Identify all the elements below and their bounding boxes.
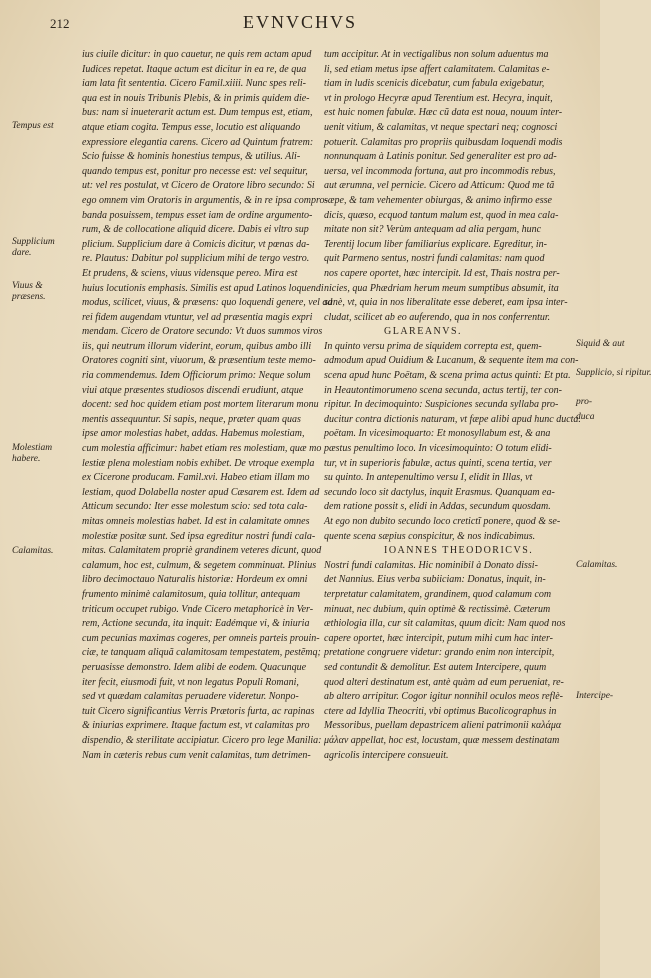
text-line: vt in prologo Hecyræ apud Terentium est. Hecyra, inquit, xyxy=(324,92,553,104)
text-line: nonnunquam à Latinis ponitur. Sed generaliter est pro ad- xyxy=(324,151,557,163)
text-line: su quinto. In antepenultimo versu I, elidit in Illas, vt xyxy=(324,472,533,484)
text-line: aut ærumna, vel pernicie. Cicero ad Atticum: Quod me tã xyxy=(324,180,555,192)
text-line: triticum occupet rubigo. Vnde Cicero metaphoricè in Ver- xyxy=(82,603,314,615)
text-line: Nam in cæteris rebus cum venit calamitas, tum detrimen- xyxy=(82,749,311,761)
margin-note-molestiam: Molestiam habere. xyxy=(12,443,53,464)
text-line: mitate non sit? Verùm antequam ad alia pergam, hunc xyxy=(324,224,542,236)
text-line: ius ciuile dicitur: in quo cauetur, ne quis rem actam apud xyxy=(82,49,312,60)
text-line: libro decimoctauo Naturalis historiæ: Hordeum ex omni xyxy=(82,574,308,586)
text-line: μάλαν appellat, hoc est, locustam, quæ messem destinatam xyxy=(324,734,560,746)
text-line: frumento minimè calamitosum, quia tollitur, antequam xyxy=(82,588,301,600)
text-line: cludat, scilicet ab eo auferendo, qua in nos conferrentur. xyxy=(324,311,551,323)
margin-note-viuus: Viuus & præsens. xyxy=(12,281,46,302)
margin-note-pro: pro- xyxy=(576,397,593,407)
text-line: atque etiam cogita. Tempus esse, locutio est aliquando xyxy=(82,121,301,133)
text-line: rem, Actione secunda, ita inquit: Eadémque vi, & iniuria xyxy=(82,618,310,630)
text-line: rum, & de collocatione aliquid dicere. Dabis ei vltro sup xyxy=(82,224,309,236)
text-line: tum accipitur. At in vectigalibus non solum aduentus ma xyxy=(324,49,549,60)
text-line: qua est in nouis Tribunis Plebis, & in primis quidem die- xyxy=(82,92,310,104)
text-line: minuat, nec dubium, quin optimè & rectissimè. Cæterum xyxy=(324,603,551,615)
text-line: lestiam, quod Dolabella noster apud Cæsarem est. Idem ad xyxy=(82,486,320,498)
page-header xyxy=(0,12,600,36)
commentator-heading: GLAREANVS. xyxy=(384,326,463,338)
text-line: scena apud hunc Poëtam, & scena prima actus quinti: Et pta. xyxy=(324,370,571,382)
text-line: quente scena sæpius conspicitur, & nos indicabimus. xyxy=(324,530,536,542)
text-line: est huic nomen fabulæ. Hæc cũ data est noua, nouum inter- xyxy=(324,107,563,119)
text-line: Iudices repetat. Itaque actum est dicitur in ea re, de qua xyxy=(82,63,307,75)
margin-note-calamitas-right: Calamitas. xyxy=(576,560,618,570)
text-line: Nostri fundi calamitas. Hic nominibil à Donato dissi- xyxy=(324,559,538,571)
text-line: expressiore elegantia carens. Cicero ad Quintum fratrem: xyxy=(82,136,314,148)
text-line: quod alteri destinatum est, antè quàm ad eum perueniat, re- xyxy=(324,676,564,688)
text-line: tuit Cicero significantius Verris Prætoris furta, ac rapinas xyxy=(82,705,315,717)
text-line: ex Cicerone producam. Famil.xvi. Habeo etiam illam mo xyxy=(82,472,310,484)
text-line: plicium. Supplicium dare à Comicis dicitur, vt pœnas da- xyxy=(82,238,310,250)
text-line: tiam in ludis scenicis dicebatur, cum fabula exigebatur, xyxy=(324,78,545,90)
text-line: quit Parmeno sentus, nostri fundi calamitas: nam quod xyxy=(324,253,545,265)
text-line: molestiæ positæ sunt. Sed ipsa egreditur nostri fundi cala- xyxy=(82,530,316,542)
text-line: mitas omneis molestias habet. Id est in calamitate omnes xyxy=(82,516,310,527)
text-line: Oratores cogniti sint, viuorum, & præsentium teste memo- xyxy=(82,355,316,367)
text-line: banda posuissem, tempus esset iam de ordine argumento- xyxy=(82,209,313,221)
text-line: nicies, qua Phædriam herum meum sumptibus absumit, ita xyxy=(324,282,559,294)
text-line: ducitur contra dictionis naturam, vt fæpe alibi apud hunc ducta. xyxy=(324,413,581,425)
text-line: mitas. Calamitatem propriè grandinem veteres dicunt, quod xyxy=(82,545,322,557)
text-line: lestiæ plena molestiam nobis exhibet. De vtroque exempla xyxy=(82,457,315,469)
margin-note-duca: duca xyxy=(576,412,595,422)
text-line: iam lata fit sententia. Cicero Famil.xiiii. Nunc spes reli- xyxy=(82,78,306,90)
text-line: iis, qui neutrum illorum viderint, eorum, quibus ambo illi xyxy=(82,340,312,352)
text-line: sæpe, & tam vehementer obiurgas, & animo infirmo esse xyxy=(324,194,552,206)
text-line: dem ratione possit s, elidi in Addas, secundum quosdam. xyxy=(324,501,551,513)
text-line: ab altero arripitur. Cogor igitur nonnihil oculos meos reflè- xyxy=(324,691,563,703)
text-line: rei fidem augendam vtuntur, vel ad præsentia magis expri xyxy=(82,311,313,323)
text-line: agricolis intercipere consueuit. xyxy=(324,749,449,761)
commentator-heading: IOANNES THEODORICVS. xyxy=(384,545,534,557)
text-line: iter fecit, eiusmodi fuit, vt non legatus Populi Romani, xyxy=(82,676,299,688)
text-line: dispendio, & sterilitate accipiatur. Cicero pro lege Manilia: xyxy=(82,734,322,746)
text-line: mentis assequuntur. Si sapis, neque, præter quam quas xyxy=(82,413,301,425)
text-line: terpretatur calamitatem, grandinem, quod calamum com xyxy=(324,588,552,600)
margin-note-tempus: Tempus est xyxy=(12,121,54,131)
margin-note-supplicio: Supplicio, si ripitur. xyxy=(576,368,651,378)
text-line: dicis, quæso, ecquod tantum malum est, quod in mea cala- xyxy=(324,209,559,221)
text-line: capere oportet, hæc intercipit, putum mihi cum hac inter- xyxy=(324,632,554,644)
text-line: uenit vitium, & calamitas, vt neque spectari neq; cognosci xyxy=(324,121,558,133)
left-text-column xyxy=(82,48,333,763)
text-line: ripitur. In decimoquinto: Suspiciones secunda syllaba pro- xyxy=(324,399,559,411)
running-title: EVNVCHVS xyxy=(242,12,357,32)
margin-note-supplicium: Supplicium dare. xyxy=(12,237,55,258)
text-line: cum pecunias maximas cogeres, per omneis parteis prouin- xyxy=(82,632,320,644)
text-line: docent: sed hoc quidem etiam post mortem literarum monu xyxy=(82,399,319,411)
text-line: nos capere oportet, hæc intercipit. Id est, Thais nostra per- xyxy=(324,267,560,279)
text-line: peruasisse demonstro. Idem alibi de eodem. Quacunque xyxy=(82,661,307,673)
text-line: re. Plautus: Dabitur pol supplicium mihi de tergo vestro. xyxy=(82,253,310,265)
text-line: poëtam. In vicesimoquarto: Et monosyllabum est, & ana xyxy=(324,428,551,440)
text-line: ciæ, te tanquam aliquã calamitosam tempestatem, pestẽmq; xyxy=(82,647,321,659)
text-line: ctere ad Idyllia Theocriti, vbi optimus Bucolicographus in xyxy=(324,705,557,717)
text-line: æthiologia illa, cur sit calamitas, quum dicit: Nam quod nos xyxy=(324,618,566,630)
text-line: & iniurias exprimere. Itaque factum est, vt calamitas pro xyxy=(82,720,310,732)
text-line: in Heautontimorumeno scena secunda, actus tertij, ter con- xyxy=(324,384,563,396)
text-line: det Nannius. Eius verba subiiciam: Donatus, inquit, in- xyxy=(324,574,546,586)
text-line: In quinto versu prima de siquidem correpta est, quem- xyxy=(324,340,542,352)
text-line: Atticum secundo: Iter esse molestum scio: sed tota cala- xyxy=(82,501,308,513)
text-line: admodum apud Ouidium & Lucanum, & sequente item ma con- xyxy=(324,355,579,367)
margin-note-siquid: Siquid & aut xyxy=(576,339,625,349)
text-line: tur, vt in superioris fabulæ, actus quinti, scena tertia, ver xyxy=(324,457,552,469)
text-line: ut: vel res postulat, vt Cicero de Oratore libro secundo: Si xyxy=(82,180,315,192)
text-line: uersa, vel incommoda fortuna, aut pro incommodis rebus, xyxy=(324,165,556,177)
text-line: sed contundit & demolitur. Est autem Intercipere, quum xyxy=(324,661,547,673)
text-line: pæstus penultimo loco. In vicesimoquinto: O totum elidi- xyxy=(324,443,552,455)
text-line: Terentij locum liber familiarius explicare. Egreditur, in- xyxy=(324,238,547,250)
text-line: calamum, hoc est, culmum, & segetem comminuat. Plinius xyxy=(82,559,317,571)
page-number: 212 xyxy=(50,16,70,31)
text-line: sanè, vt, quia in nos liberalitate esse deberet, eam ipsa inter- xyxy=(324,297,568,309)
text-line: Messoribus, puellam depastricem alieni patrimonii καλάμα xyxy=(324,720,562,732)
text-line: ria commendemus. Idem Officiorum primo: Neque solum xyxy=(82,370,311,382)
text-line: bus: nam si inueterarit actum est. Dum tempus est, etiam, xyxy=(82,107,313,119)
text-line: Scio fuisse & hominis honestius tempus, & utilius. Ali- xyxy=(82,151,301,163)
text-line: mendam. Cicero de Oratore secundo: Vt duos summos viros xyxy=(82,326,323,338)
text-line: secundo loco sit dactylus, inquit Erasmus. Quanquam ea- xyxy=(324,486,555,498)
text-line: ego omnem vim Oratoris in argumentis, & in re ipsa compro- xyxy=(82,194,328,206)
text-line: sed vt quædam calamitas peruadere videretur. Nonpo- xyxy=(82,691,299,703)
text-line: modus, scilicet, viuus, & præsens: quo loquendi genere, vel ad xyxy=(82,297,333,309)
text-line: At ego non dubito secundo loco cretictĩ ponere, quod & se- xyxy=(324,516,561,527)
text-line: ipse amor molestias habet, addas. Habemus molestiam, xyxy=(82,428,305,440)
text-line: viui atque præsentes studiosos discendi erudiunt, atque xyxy=(82,384,304,396)
text-line: huius locutionis emphasis. Similis est apud Latinos loquendi xyxy=(82,282,324,294)
margin-note-intercipe: Intercipe- xyxy=(576,691,614,701)
margin-note-calamitas-left: Calamitas. xyxy=(12,546,54,556)
text-line: cum molestia afficimur: habet etiam res molestiam, quæ mo xyxy=(82,443,322,455)
text-line: quando tempus est, ponitur pro necesse est: vel sequitur, xyxy=(82,165,308,177)
text-line: Et prudens, & sciens, viuus vidensque pereo. Mira est xyxy=(82,267,298,279)
text-line: pretatione congruere videtur: grando enim non intercipit, xyxy=(324,647,555,659)
text-line: potuerit. Calamitas pro propriis quibusdam loquendi modis xyxy=(324,136,563,148)
right-text-column xyxy=(324,48,581,763)
text-line: li, sed etiam metus ipse affert calamitatem. Calamitas e- xyxy=(324,63,550,75)
